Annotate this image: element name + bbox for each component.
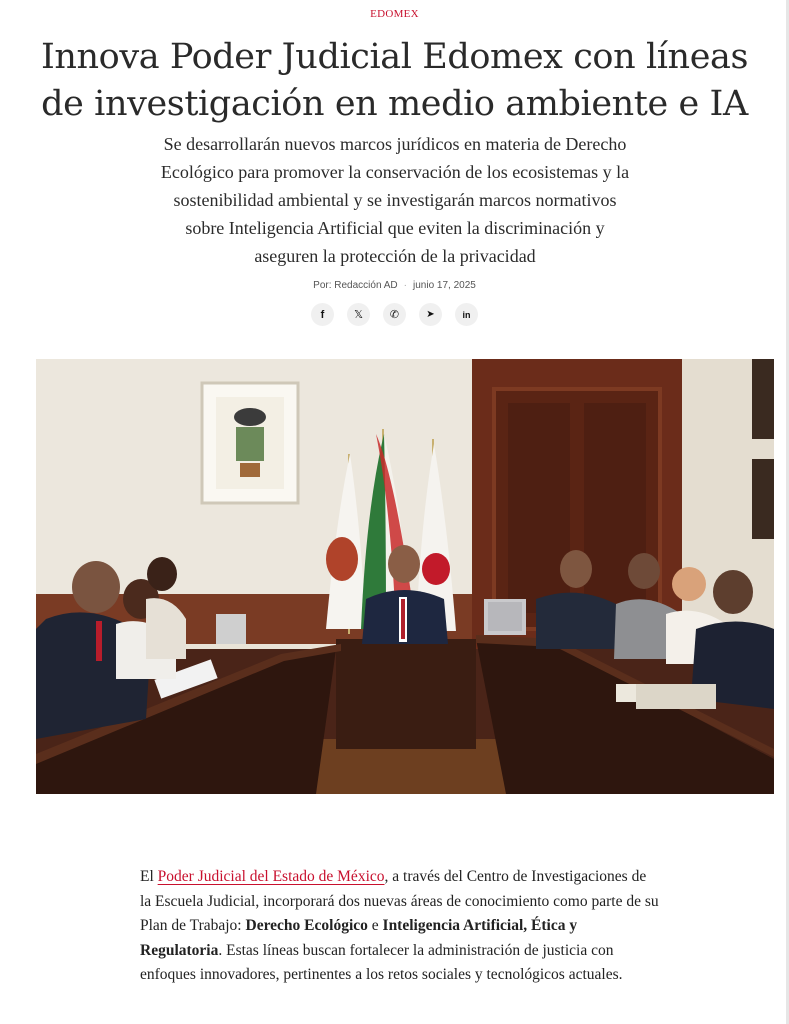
paragraph-end: . Estas líneas buscan fortalecer la administración de justicia con enfoques innovadores, pertinentes a los retos sociales y tecnológicos actuales. xyxy=(140,941,623,983)
derecho-ecologico-bold: Derecho Ecológico xyxy=(245,917,368,934)
share-bar xyxy=(0,303,789,326)
paragraph-and: e xyxy=(367,917,383,934)
facebook-icon: f xyxy=(320,308,325,321)
telegram-icon: ➤ xyxy=(426,309,435,320)
paragraph-intro: El xyxy=(140,868,158,885)
linkedin-icon: in xyxy=(462,309,471,320)
paragraph-middle: , a través del Centro de Investigaciones de la Escuela Judicial, incorporará dos nuevas áreas de conocimiento como parte de su Plan de Trabajo: xyxy=(140,868,659,934)
whatsapp-share-button[interactable] xyxy=(383,303,406,326)
byline-separator: · xyxy=(403,280,407,291)
article-headline: Innova Poder Judicial Edomex con líneas de investigación en medio ambiente e IA xyxy=(40,37,749,124)
publish-date: junio 17, 2025 xyxy=(413,280,476,291)
category-tag[interactable]: EDOMEX xyxy=(370,8,419,20)
whatsapp-icon: ✆ xyxy=(389,308,400,321)
article-paragraph xyxy=(140,865,660,988)
x-share-button[interactable] xyxy=(347,303,370,326)
article-photo xyxy=(36,359,774,794)
poder-judicial-link[interactable]: Poder Judicial del Estado de México xyxy=(157,868,385,885)
inteligencia-artificial-bold: Inteligencia Artificial, Ética y Regulatoria xyxy=(140,917,578,959)
facebook-share-button[interactable] xyxy=(311,303,334,326)
telegram-share-button[interactable] xyxy=(419,303,442,326)
byline xyxy=(0,280,789,291)
linkedin-share-button[interactable] xyxy=(455,303,478,326)
x-icon: 𝕏 xyxy=(354,308,363,321)
article-subtitle: Se desarrollarán nuevos marcos jurídicos en materia de Derecho Ecológico para promover la conservación de los ecosistemas y la sostenibilidad ambiental y se investigarán marcos normativos sobre Inteligencia Artificial que eviten la discriminación y aseguren la protección de la privacidad xyxy=(160,134,630,266)
author[interactable]: Por: Redacción AD xyxy=(313,280,398,291)
meeting-photo-illustration xyxy=(36,359,774,794)
